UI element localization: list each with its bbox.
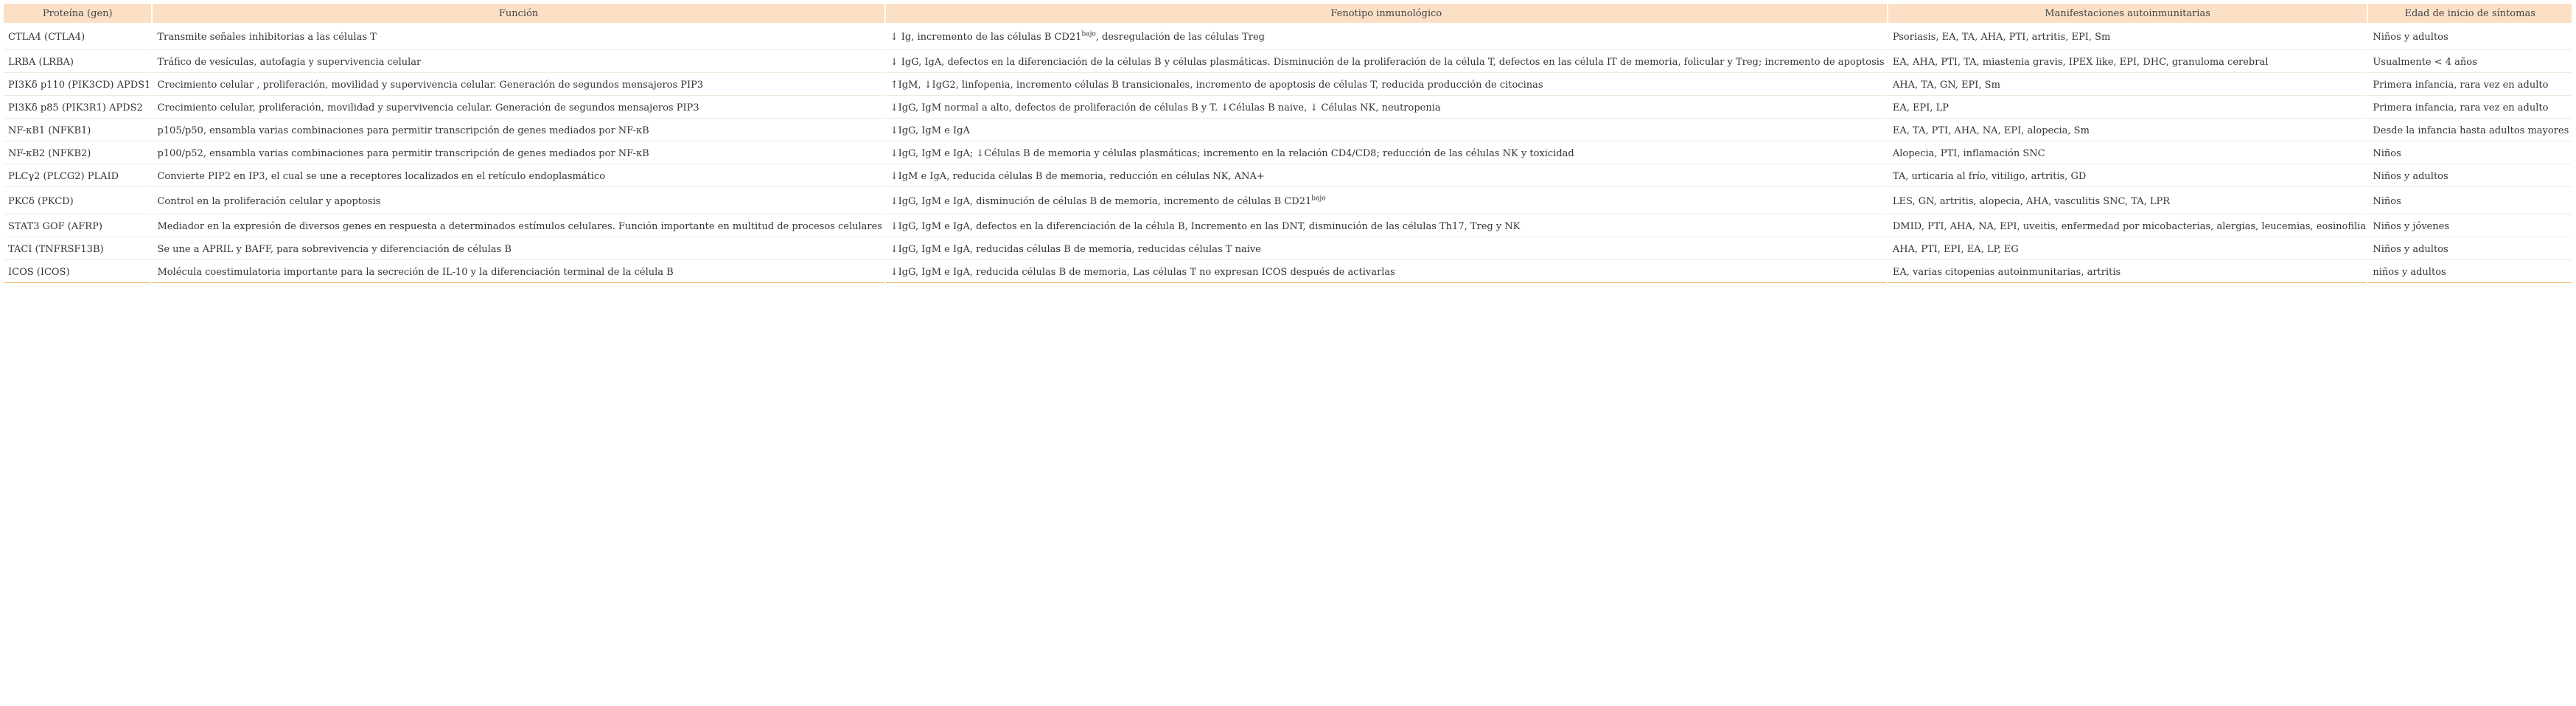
function-text: Tráfico de vesículas, autofagia y supervivencia celular: [157, 56, 422, 68]
cell-function: [153, 120, 884, 141]
cell-protein: [4, 189, 151, 214]
cell-autoimmune: [1888, 24, 2367, 50]
phenotype-text: ↓IgG, IgM e IgA; ↓Células B de memoria y células plasmáticas; incremento en la relación CD4/CD8; reducción de las células NK y toxicidad: [890, 147, 1574, 159]
table-row: [4, 24, 2572, 50]
cell-function: [153, 166, 884, 187]
protein-text: TACI (TNFRSF13B): [8, 243, 104, 255]
phenotype-text-tail: , desregulación de las células Treg: [1095, 31, 1266, 43]
cell-autoimmune: [1888, 120, 2367, 141]
cell-protein: [4, 24, 151, 50]
function-text: Convierte PIP2 en IP3, el cual se une a receptores localizados en el retículo endoplasmático: [157, 170, 606, 182]
onset-text: Niños: [2373, 195, 2401, 207]
cell-protein: [4, 143, 151, 164]
header-onset: Edad de inicio de síntomas: [2368, 4, 2572, 23]
cell-protein: [4, 166, 151, 187]
protein-text: CTLA4 (CTLA4): [8, 31, 85, 43]
phenotype-text: ↓IgG, IgM e IgA: [890, 125, 970, 136]
function-text: Control en la proliferación celular y apoptosis: [157, 195, 381, 207]
cell-autoimmune: [1888, 143, 2367, 164]
cell-phenotype: [886, 216, 1887, 237]
cell-autoimmune: [1888, 239, 2367, 260]
cell-onset: [2368, 97, 2572, 119]
cell-function: [153, 189, 884, 214]
cell-function: [153, 262, 884, 283]
cell-onset: [2368, 24, 2572, 50]
onset-text: Niños y adultos: [2373, 170, 2448, 182]
cell-protein: [4, 74, 151, 96]
cell-function: [153, 52, 884, 73]
autoimmune-text: EA, EPI, LP: [1892, 102, 1950, 113]
protein-text: ICOS (ICOS): [8, 266, 70, 278]
table-row: [4, 189, 2572, 214]
protein-text: PKCδ (PKCD): [8, 195, 74, 207]
phenotype-text: ↓IgM e IgA, reducida células B de memoria, reducción en células NK, ANA+: [890, 170, 1265, 182]
function-text: Crecimiento celular , proliferación, movilidad y supervivencia celular. Generación de segundos mensajeros PIP3: [157, 79, 704, 91]
cell-onset: [2368, 120, 2572, 141]
cell-onset: [2368, 166, 2572, 187]
protein-text: NF-κB1 (NFKB1): [8, 125, 91, 136]
table-row: [4, 166, 2572, 187]
cell-phenotype: [886, 120, 1887, 141]
protein-text: LRBA (LRBA): [8, 56, 74, 68]
cell-phenotype: [886, 24, 1887, 50]
table-row: [4, 120, 2572, 141]
cell-function: [153, 216, 884, 237]
protein-text: PI3Kδ p110 (PIK3CD) APDS1: [8, 79, 151, 91]
table-header: [4, 4, 2572, 23]
cell-protein: [4, 120, 151, 141]
cell-function: [153, 74, 884, 96]
cell-function: [153, 143, 884, 164]
autoimmune-text: EA, AHA, PTI, TA, miastenia gravis, IPEX like, EPI, DHC, granuloma cerebral: [1892, 56, 2269, 68]
cell-protein: [4, 239, 151, 260]
autoimmune-text: AHA, TA, GN, EPI, Sm: [1892, 79, 2000, 91]
cell-onset: [2368, 262, 2572, 283]
function-text: Se une a APRIL y BAFF, para sobrevivencia y diferenciación de células B: [157, 243, 512, 255]
cell-phenotype: [886, 166, 1887, 187]
autoimmune-text: Alopecia, PTI, inflamación SNC: [1892, 147, 2045, 159]
table-row: [4, 143, 2572, 164]
cell-protein: [4, 262, 151, 283]
autoimmune-text: AHA, PTI, EPI, EA, LP, EG: [1892, 243, 2019, 255]
table-row: [4, 97, 2572, 119]
protein-text: NF-κB2 (NFKB2): [8, 147, 91, 159]
function-text: Molécula coestimulatoria importante para la secreción de IL-10 y la diferenciación terminal de la célula B: [157, 266, 674, 278]
function-text: Crecimiento celular, proliferación, movilidad y supervivencia celular. Generación de segundos mensajeros PIP3: [157, 102, 699, 113]
header-row: [4, 4, 2572, 23]
phenotype-text: ↓IgG, IgM e IgA, reducida células B de memoria, Las células T no expresan ICOS después de activarlas: [890, 266, 1395, 278]
onset-text: Desde la infancia hasta adultos mayores: [2373, 125, 2569, 136]
protein-text: PI3Kδ p85 (PIK3R1) APDS2: [8, 102, 143, 113]
cell-protein: [4, 52, 151, 73]
cell-onset: [2368, 52, 2572, 73]
onset-text: Niños y jóvenes: [2373, 220, 2449, 232]
cell-onset: [2368, 189, 2572, 214]
cell-phenotype: [886, 262, 1887, 283]
onset-text: niños y adultos: [2373, 266, 2446, 278]
cell-autoimmune: [1888, 74, 2367, 96]
autoimmunity-table: [2, 2, 2573, 284]
table-container: [2, 2, 2573, 284]
autoimmune-text: LES, GN, artritis, alopecia, AHA, vasculitis SNC, TA, LPR: [1892, 195, 2171, 207]
cell-autoimmune: [1888, 262, 2367, 283]
cell-function: [153, 97, 884, 119]
onset-text: Niños: [2373, 147, 2401, 159]
phenotype-text: ↓ Ig, incremento de las células B CD21: [890, 31, 1082, 43]
cell-autoimmune: [1888, 189, 2367, 214]
cell-phenotype: [886, 52, 1887, 73]
cell-autoimmune: [1888, 166, 2367, 187]
cell-autoimmune: [1888, 216, 2367, 237]
cell-phenotype: [886, 97, 1887, 119]
table-row: [4, 239, 2572, 260]
cell-onset: [2368, 143, 2572, 164]
cell-onset: [2368, 239, 2572, 260]
autoimmune-text: EA, TA, PTI, AHA, NA, EPI, alopecia, Sm: [1892, 125, 2090, 136]
onset-text: Niños y adultos: [2373, 31, 2448, 43]
cell-function: [153, 239, 884, 260]
protein-text: PLCγ2 (PLCG2) PLAID: [8, 170, 119, 182]
onset-text: Niños y adultos: [2373, 243, 2448, 255]
function-text: Transmite señales inhibitorias a las células T: [157, 31, 377, 43]
autoimmune-text: DMID, PTI, AHA, NA, EPI, uveitis, enfermedad por micobacterias, alergias, leucemias, eosinofilia: [1892, 220, 2367, 232]
cell-phenotype: [886, 189, 1887, 214]
phenotype-text: ↓IgG, IgM e IgA, disminución de células B de memoria, incremento de células B CD21: [890, 195, 1312, 207]
cell-protein: [4, 216, 151, 237]
table-row: [4, 74, 2572, 96]
cell-phenotype: [886, 143, 1887, 164]
phenotype-superscript: bajo: [1081, 30, 1096, 38]
header-function: Función: [153, 4, 884, 23]
cell-phenotype: [886, 239, 1887, 260]
phenotype-text: ↓IgG, IgM normal a alto, defectos de proliferación de células B y T. ↓Células B naive, ↓ Células NK, neutropenia: [890, 102, 1441, 113]
cell-onset: [2368, 216, 2572, 237]
cell-autoimmune: [1888, 97, 2367, 119]
cell-phenotype: [886, 74, 1887, 96]
phenotype-text: ↓ IgG, IgA, defectos en la diferenciación de la células B y células plasmáticas. Disminución de la proliferación de la célula T, defectos en las célula IT de memoria, folicular y Treg; incremento de apoptosis: [890, 56, 1885, 68]
table-body: [4, 24, 2572, 283]
table-row: [4, 52, 2572, 73]
phenotype-text: ↓IgG, IgM e IgA, reducidas células B de memoria, reducidas células T naive: [890, 243, 1261, 255]
cell-function: [153, 24, 884, 50]
phenotype-text: ↑IgM, ↓IgG2, linfopenia, incremento células B transicionales, incremento de apoptosis de células T, reducida producción de citocinas: [890, 79, 1543, 91]
autoimmune-text: TA, urticaria al frío, vitiligo, artritis, GD: [1892, 170, 2087, 182]
phenotype-text: ↓IgG, IgM e IgA, defectos en la diferenciación de la célula B, Incremento en las DNT, disminución de las células Th17, Treg y NK: [890, 220, 1521, 232]
onset-text: Usualmente < 4 años: [2373, 56, 2477, 68]
header-autoimmune: Manifestaciones autoinmunitarias: [1888, 4, 2367, 23]
phenotype-superscript: bajo: [1311, 195, 1326, 203]
cell-onset: [2368, 74, 2572, 96]
header-phenotype: Fenotipo inmunológico: [886, 4, 1887, 23]
table-row: [4, 262, 2572, 283]
onset-text: Primera infancia, rara vez en adulto: [2373, 79, 2549, 91]
cell-protein: [4, 97, 151, 119]
function-text: p100/p52, ensambla varias combinaciones para permitir transcripción de genes mediados por NF-κB: [157, 147, 649, 159]
table-row: [4, 216, 2572, 237]
onset-text: Primera infancia, rara vez en adulto: [2373, 102, 2549, 113]
protein-text: STAT3 GOF (AFRP): [8, 220, 102, 232]
header-protein: Proteína (gen): [4, 4, 151, 23]
cell-autoimmune: [1888, 52, 2367, 73]
autoimmune-text: EA, varias citopenias autoinmunitarias, artritis: [1892, 266, 2121, 278]
autoimmune-text: Psoriasis, EA, TA, AHA, PTI, artritis, EPI, Sm: [1892, 31, 2111, 43]
function-text: Mediador en la expresión de diversos genes en respuesta a determinados estímulos celulares. Función importante en multitud de procesos celulares: [157, 220, 882, 232]
function-text: p105/p50, ensambla varias combinaciones para permitir transcripción de genes mediados por NF-κB: [157, 125, 649, 136]
